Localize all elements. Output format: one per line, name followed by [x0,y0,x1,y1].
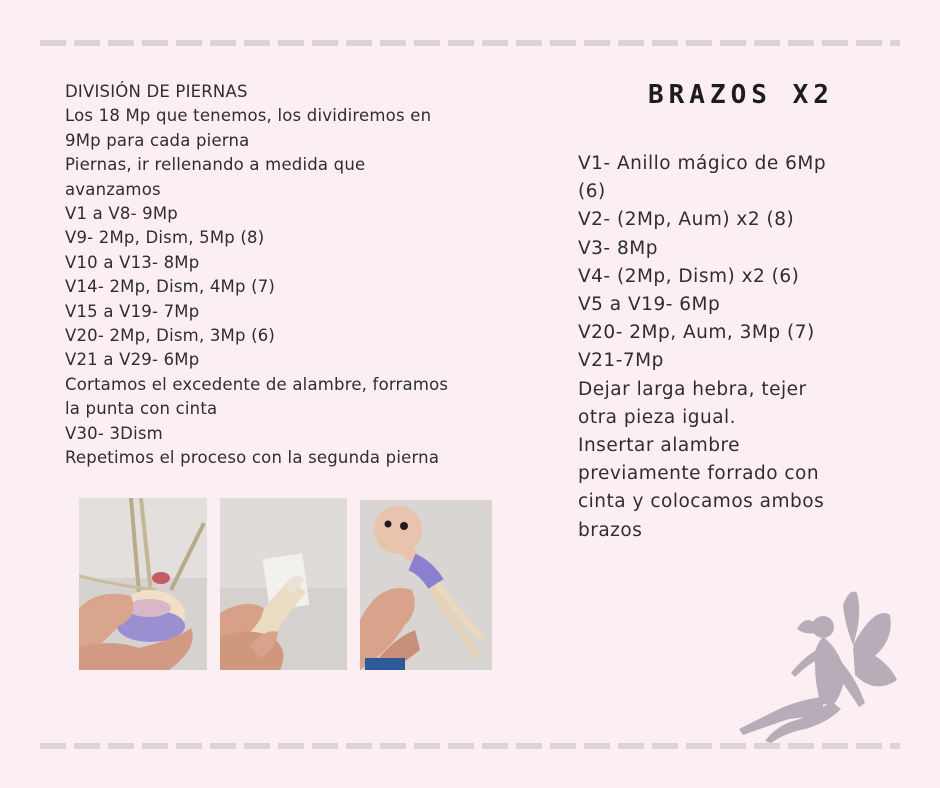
arms-line: (6) [578,181,606,203]
legs-line: V10 a V13- 8Mp [65,252,200,272]
photo-doll-body [360,500,492,670]
arms-line: V20- 2Mp, Aum, 3Mp (7) [578,322,815,344]
legs-line: V1 a V8- 9Mp [65,204,178,224]
arms-line: Dejar larga hebra, tejer [578,378,807,400]
fairy-silhouette-icon [735,585,900,745]
bottom-dashed-divider [40,743,900,749]
arms-line: cinta y colocamos ambos [578,491,825,513]
legs-line: Piernas, ir rellenando a medida que [65,155,366,175]
legs-line: V21 a V29- 6Mp [65,350,200,370]
arms-line: V2- (2Mp, Aum) x2 (8) [578,209,795,231]
legs-line: DIVISIÓN DE PIERNAS [65,82,248,101]
legs-line: 9Mp para cada pierna [65,130,250,150]
legs-line: Repetimos el proceso con la segunda pierna [65,448,440,468]
arms-line: V21-7Mp [578,350,664,372]
photo-leg-division [79,498,207,670]
photo-tape-tip [220,498,347,670]
arms-instructions [578,150,868,545]
arms-title: BRAZOS X2 [648,80,834,110]
legs-line: Cortamos el excedente de alambre, forramos [65,374,449,394]
arms-line: previamente forrado con [578,463,820,485]
arms-line: V4- (2Mp, Dism) x2 (6) [578,265,800,287]
legs-line: V20- 2Mp, Dism, 3Mp (6) [65,326,276,346]
legs-line: V14- 2Mp, Dism, 4Mp (7) [65,277,276,297]
arms-line: V5 a V19- 6Mp [578,294,721,316]
legs-line: V30- 3Dism [65,423,163,443]
arms-line: V3- 8Mp [578,237,658,259]
arms-line: Insertar alambre [578,435,741,457]
arms-line: brazos [578,519,643,541]
legs-line: V9- 2Mp, Dism, 5Mp (8) [65,228,265,248]
legs-line: Los 18 Mp que tenemos, los dividiremos en [65,106,432,126]
legs-instructions [65,80,505,471]
top-dashed-divider [40,40,900,46]
arms-line: V1- Anillo mágico de 6Mp [578,153,827,174]
arms-line: otra pieza igual. [578,406,737,428]
legs-line: la punta con cinta [65,399,218,419]
legs-line: V15 a V19- 7Mp [65,301,200,321]
legs-line: avanzamos [65,179,161,199]
